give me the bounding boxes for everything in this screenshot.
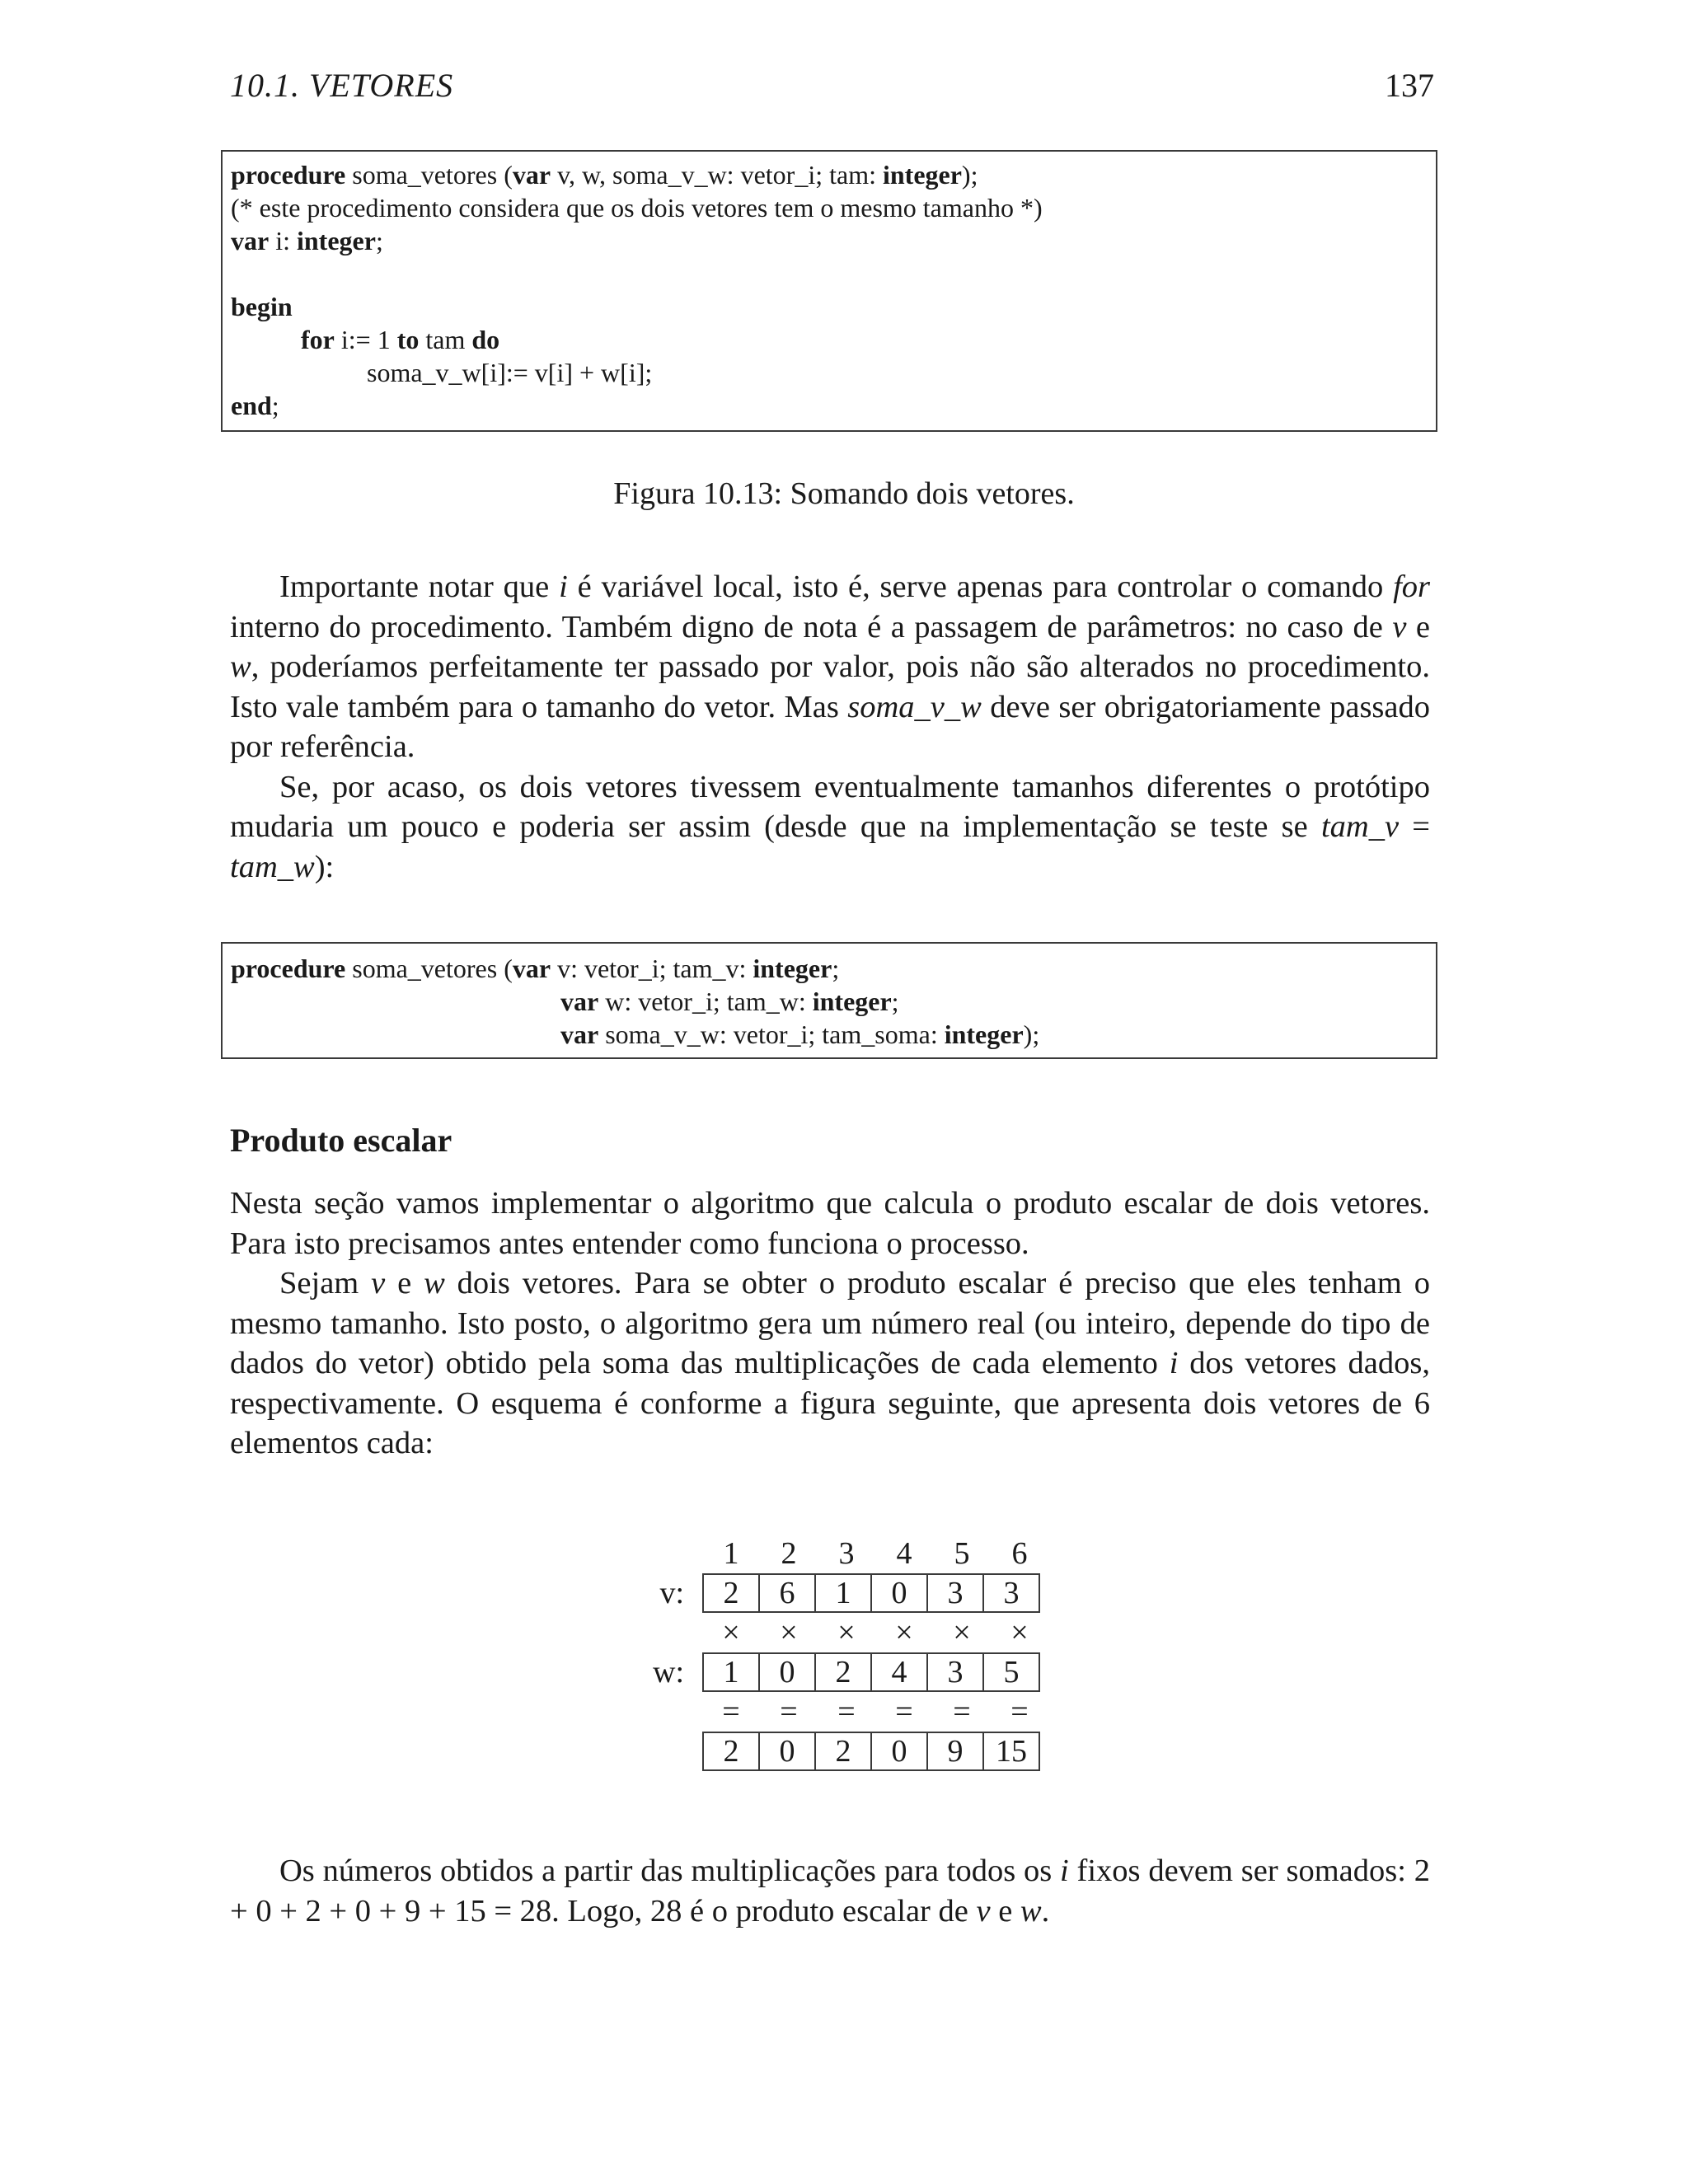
code-keyword: integer bbox=[812, 987, 892, 1016]
code-keyword: do bbox=[471, 325, 500, 354]
text: , poderíamos perfeitamente ter passado por valor, pois não são alterados no procedimento. Isto vale também para o tamanho do vetor. Mas bbox=[230, 649, 1430, 724]
body-text-3 bbox=[230, 1851, 1430, 1931]
index-row bbox=[626, 1533, 1048, 1574]
math-var: v bbox=[371, 1266, 386, 1301]
vector-cell: 2 bbox=[814, 1652, 872, 1692]
code-keyword: integer bbox=[296, 226, 376, 255]
paragraph: Nesta seção vamos implementar o algoritmo que calcula o produto escalar de dois vetores. Para isto precisamos antes entender como funciona o processo. bbox=[230, 1186, 1430, 1261]
vector-cell: 0 bbox=[870, 1573, 928, 1613]
equals-sign: = bbox=[1010, 1694, 1029, 1729]
code-text: soma_vetores ( bbox=[345, 954, 513, 983]
paragraph bbox=[230, 1263, 1430, 1464]
text: deve ser obrigatoriamente passado por referência. bbox=[230, 689, 1430, 764]
body-text-2 bbox=[230, 1183, 1430, 1464]
index-cell: 4 bbox=[896, 1536, 912, 1571]
times-sign: × bbox=[837, 1615, 856, 1650]
code-comment: (* este procedimento considera que os dois vetores tem o mesmo tamanho *) bbox=[231, 193, 1043, 223]
equals-sign: = bbox=[953, 1694, 971, 1729]
code-text: w: vetor_i; tam_w: bbox=[598, 987, 813, 1016]
code-text: ); bbox=[961, 160, 978, 190]
paragraph bbox=[230, 1851, 1430, 1931]
page-number: 137 bbox=[1385, 67, 1434, 104]
code-text: ; bbox=[271, 391, 279, 420]
index-cells bbox=[702, 1534, 1048, 1573]
code-text: i:= 1 bbox=[334, 325, 397, 354]
equals-sign: = bbox=[780, 1694, 798, 1729]
code-text: ; bbox=[891, 987, 899, 1016]
code-line-1 bbox=[223, 158, 1436, 191]
code-keyword: integer bbox=[753, 954, 832, 983]
result-cell: 0 bbox=[870, 1732, 928, 1771]
equals-sign: = bbox=[722, 1694, 740, 1729]
equals-row bbox=[626, 1691, 1048, 1732]
index-cell: 1 bbox=[723, 1536, 739, 1571]
text: dos vetores dados, respectivamente. O esquema é conforme a figura seguinte, que apresenta dois vetores de 6 elementos cada: bbox=[230, 1346, 1430, 1460]
code-line-7 bbox=[223, 356, 1436, 389]
text: interno do procedimento. Também digno de nota é a passagem de parâmetros: no caso de bbox=[230, 609, 1393, 644]
code-keyword: procedure bbox=[231, 160, 346, 190]
vector-w-row bbox=[626, 1652, 1040, 1693]
code-keyword: var bbox=[231, 226, 270, 255]
vector-cell: 3 bbox=[926, 1652, 984, 1692]
code-line-5 bbox=[223, 290, 1436, 323]
text: Os números obtidos a partir das multiplicações para todos os bbox=[279, 1854, 1061, 1888]
result-cell: 9 bbox=[926, 1732, 984, 1771]
math-var: tam_v bbox=[1320, 809, 1400, 844]
text: Importante notar que bbox=[279, 569, 560, 604]
paragraph bbox=[230, 767, 1430, 888]
index-cell: 3 bbox=[838, 1536, 855, 1571]
text: fixos devem ser somados: 2 + 0 + 2 + 0 + 9 + 15 = 28. Logo, 28 é o produto escalar de bbox=[230, 1854, 1430, 1929]
section-heading: Produto escalar bbox=[230, 1122, 452, 1159]
emph: for bbox=[1393, 569, 1430, 604]
code-listing-prototype bbox=[221, 942, 1437, 1059]
index-cell: 6 bbox=[1011, 1536, 1028, 1571]
index-cell: 2 bbox=[781, 1536, 797, 1571]
times-sign: × bbox=[895, 1615, 913, 1650]
vector-cell: 2 bbox=[702, 1573, 760, 1613]
text: e bbox=[990, 1893, 1020, 1929]
result-cell: 2 bbox=[702, 1732, 760, 1771]
code-keyword: var bbox=[512, 954, 551, 983]
result-cell: 0 bbox=[758, 1732, 816, 1771]
math-var: v bbox=[976, 1893, 991, 1929]
result-cell: 15 bbox=[982, 1732, 1040, 1771]
math-var: w bbox=[230, 649, 251, 684]
code-blank-line bbox=[223, 257, 1436, 290]
math-var: v bbox=[1392, 609, 1407, 644]
vector-cell: 4 bbox=[870, 1652, 928, 1692]
math-var: soma_v_w bbox=[847, 689, 982, 724]
text: Se, por acaso, os dois vetores tivessem eventualmente tamanhos diferentes o protótipo mudaria um pouco e poderia ser assim (desde que na implementação se teste se bbox=[230, 769, 1430, 844]
code-text: soma_v_w[i]:= v[i] + w[i]; bbox=[367, 358, 653, 387]
text: . bbox=[1041, 1893, 1050, 1929]
code-line-3 bbox=[223, 1018, 1436, 1051]
vector-v-cells bbox=[702, 1573, 1040, 1613]
code-keyword: to bbox=[396, 325, 420, 354]
figure-caption: Figura 10.13: Somando dois vetores. bbox=[613, 476, 1075, 511]
body-text-1 bbox=[230, 567, 1430, 887]
code-line-3 bbox=[223, 224, 1436, 257]
vector-w-cells bbox=[702, 1652, 1040, 1692]
times-row bbox=[626, 1612, 1048, 1653]
vector-cell: 5 bbox=[982, 1652, 1040, 1692]
code-keyword: var bbox=[512, 160, 551, 190]
equals-cells bbox=[702, 1692, 1048, 1732]
code-keyword: for bbox=[301, 325, 335, 354]
text: é variável local, isto é, serve apenas para controlar o comando bbox=[567, 569, 1394, 604]
vector-w-label: w: bbox=[653, 1655, 684, 1690]
code-text: v, w, soma_v_w: vetor_i; tam: bbox=[551, 160, 883, 190]
text: e bbox=[1406, 609, 1430, 644]
vector-cell: 3 bbox=[926, 1573, 984, 1613]
vector-cell: 0 bbox=[758, 1652, 816, 1692]
text: e bbox=[385, 1266, 424, 1301]
result-cells bbox=[702, 1732, 1040, 1771]
code-text: tam bbox=[419, 325, 472, 354]
code-listing-soma-vetores bbox=[221, 150, 1437, 432]
paragraph bbox=[230, 567, 1430, 767]
code-keyword: integer bbox=[882, 160, 962, 190]
code-text: soma_v_w: vetor_i; tam_soma: bbox=[598, 1019, 945, 1049]
text: ): bbox=[314, 849, 335, 884]
vector-cell: 6 bbox=[758, 1573, 816, 1613]
code-line-8 bbox=[223, 389, 1436, 422]
code-text: ; bbox=[375, 226, 383, 255]
code-text: soma_vetores ( bbox=[345, 160, 513, 190]
vector-cell: 1 bbox=[814, 1573, 872, 1613]
code-text: i: bbox=[269, 226, 297, 255]
text: dois vetores. Para se obter o produto escalar é preciso que eles tenham o mesmo tamanho. Isto posto, o algoritmo gera um número real (ou inteiro, depende do tipo de dados do vetor) obtido pela soma das multiplicações de cada elemento bbox=[230, 1266, 1430, 1380]
equals-sign: = bbox=[895, 1694, 913, 1729]
vector-cell: 1 bbox=[702, 1652, 760, 1692]
code-text: ); bbox=[1023, 1019, 1040, 1049]
times-sign: × bbox=[953, 1615, 971, 1650]
text: Sejam bbox=[279, 1266, 372, 1301]
code-keyword: integer bbox=[944, 1019, 1024, 1049]
result-cell: 2 bbox=[814, 1732, 872, 1771]
times-sign: × bbox=[780, 1615, 798, 1650]
times-cells bbox=[702, 1613, 1048, 1652]
code-keyword: procedure bbox=[231, 954, 346, 983]
equals-sign: = bbox=[837, 1694, 856, 1729]
code-text: v: vetor_i; tam_v: bbox=[551, 954, 753, 983]
result-row bbox=[626, 1731, 1040, 1772]
index-cell: 5 bbox=[954, 1536, 970, 1571]
vector-v-label: v: bbox=[659, 1576, 684, 1610]
running-header-section: 10.1. VETORES bbox=[230, 67, 454, 104]
code-text: ; bbox=[832, 954, 840, 983]
text: = bbox=[1399, 809, 1430, 844]
code-keyword: var bbox=[560, 987, 599, 1016]
code-line-2 bbox=[223, 985, 1436, 1018]
vector-v-row bbox=[626, 1572, 1040, 1614]
math-var: i bbox=[1169, 1346, 1179, 1380]
code-keyword: var bbox=[560, 1019, 599, 1049]
math-var: w bbox=[424, 1266, 445, 1301]
math-var: tam_w bbox=[230, 849, 315, 884]
times-sign: × bbox=[722, 1615, 740, 1650]
code-line-6 bbox=[223, 323, 1436, 356]
code-keyword: begin bbox=[231, 292, 293, 321]
code-line-1 bbox=[223, 952, 1436, 985]
math-var: i bbox=[559, 569, 568, 604]
code-keyword: end bbox=[231, 391, 272, 420]
math-var: w bbox=[1020, 1893, 1042, 1929]
times-sign: × bbox=[1010, 1615, 1029, 1650]
vector-cell: 3 bbox=[982, 1573, 1040, 1613]
math-var: i bbox=[1060, 1854, 1069, 1888]
